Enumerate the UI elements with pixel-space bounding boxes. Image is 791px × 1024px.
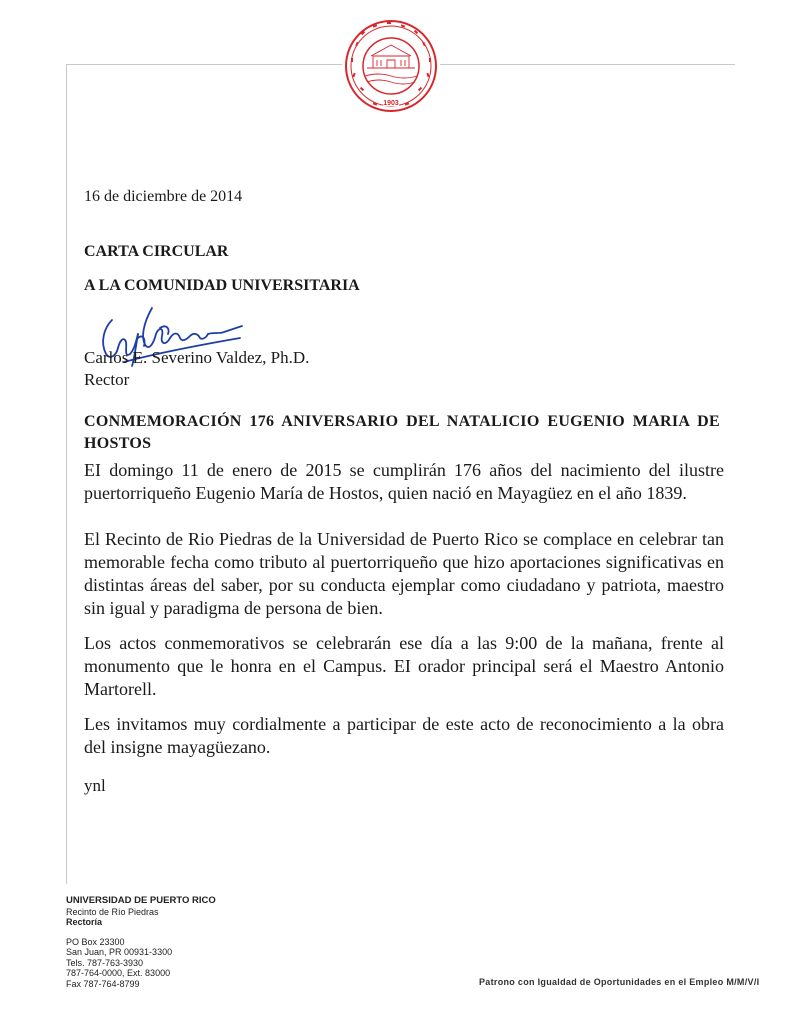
footer-address-line: PO Box 23300 <box>66 936 125 947</box>
letter-subject: CONMEMORACIÓN 176 ANIVERSARIO DEL NATALICIO EUGENIO MARIA DE HOSTOS <box>84 413 720 452</box>
signer-title: Rector <box>84 370 130 389</box>
signer-name: Carlos E. Severino Valdez, Ph.D. <box>84 348 310 367</box>
letterhead-footer <box>66 896 216 989</box>
footer-university: UNIVERSIDAD DE PUERTO RICO <box>66 895 216 906</box>
footer-address-line: 787-764-0000, Ext. 83000 <box>66 968 171 978</box>
letter-type-heading: CARTA CIRCULAR <box>84 243 229 260</box>
university-seal-icon <box>343 18 439 114</box>
body-paragraph: EI domingo 11 de enero de 2015 se cumplirán 176 años del nacimiento del ilustre puertorriqueño Eugenio María de Hostos, quien nació en Mayagüez en el año 1839. <box>84 460 724 503</box>
footer-address-line: Fax 787-764-8799 <box>66 978 140 989</box>
typist-initials: ynl <box>84 776 106 795</box>
frame-line-top-left <box>66 64 342 65</box>
footer-address-line: San Juan, PR 00931-3300 <box>66 947 173 957</box>
body-paragraph: Los actos conmemorativos se celebrarán ese día a las 9:00 de la mañana, frente al monumento que le honra en el Campus. EI orador principal será el Maestro Antonio Martorell. <box>84 633 724 699</box>
svg-text:1903: 1903 <box>383 100 399 107</box>
body-paragraph: El Recinto de Rio Piedras de la Universidad de Puerto Rico se complace en celebrar tan memorable fecha como tributo al puertorriqueño que hizo aportaciones significativas en distintas áreas del saber, por su conducta ejemplar como ciudadano y patriota, maestro sin igual y paradigma de persona de bien. <box>84 529 724 618</box>
body-paragraph: Les invitamos muy cordialmente a participar de este acto de reconocimiento a la obra del insigne mayagüezano. <box>84 714 724 757</box>
frame-line-top-right <box>440 64 735 65</box>
footer-address-line: Tels. 787-763-3930 <box>66 957 144 968</box>
footer-office: Rectoría <box>66 917 103 927</box>
equal-opportunity-notice: Patrono con Igualdad de Oportunidades en el Empleo M/M/V/I <box>479 977 760 987</box>
frame-line-left <box>66 64 67 884</box>
letter-date: 16 de diciembre de 2014 <box>84 188 243 205</box>
footer-campus: Recinto de Río Piedras <box>66 906 159 917</box>
letter-audience: A LA COMUNIDAD UNIVERSITARIA <box>84 277 360 294</box>
